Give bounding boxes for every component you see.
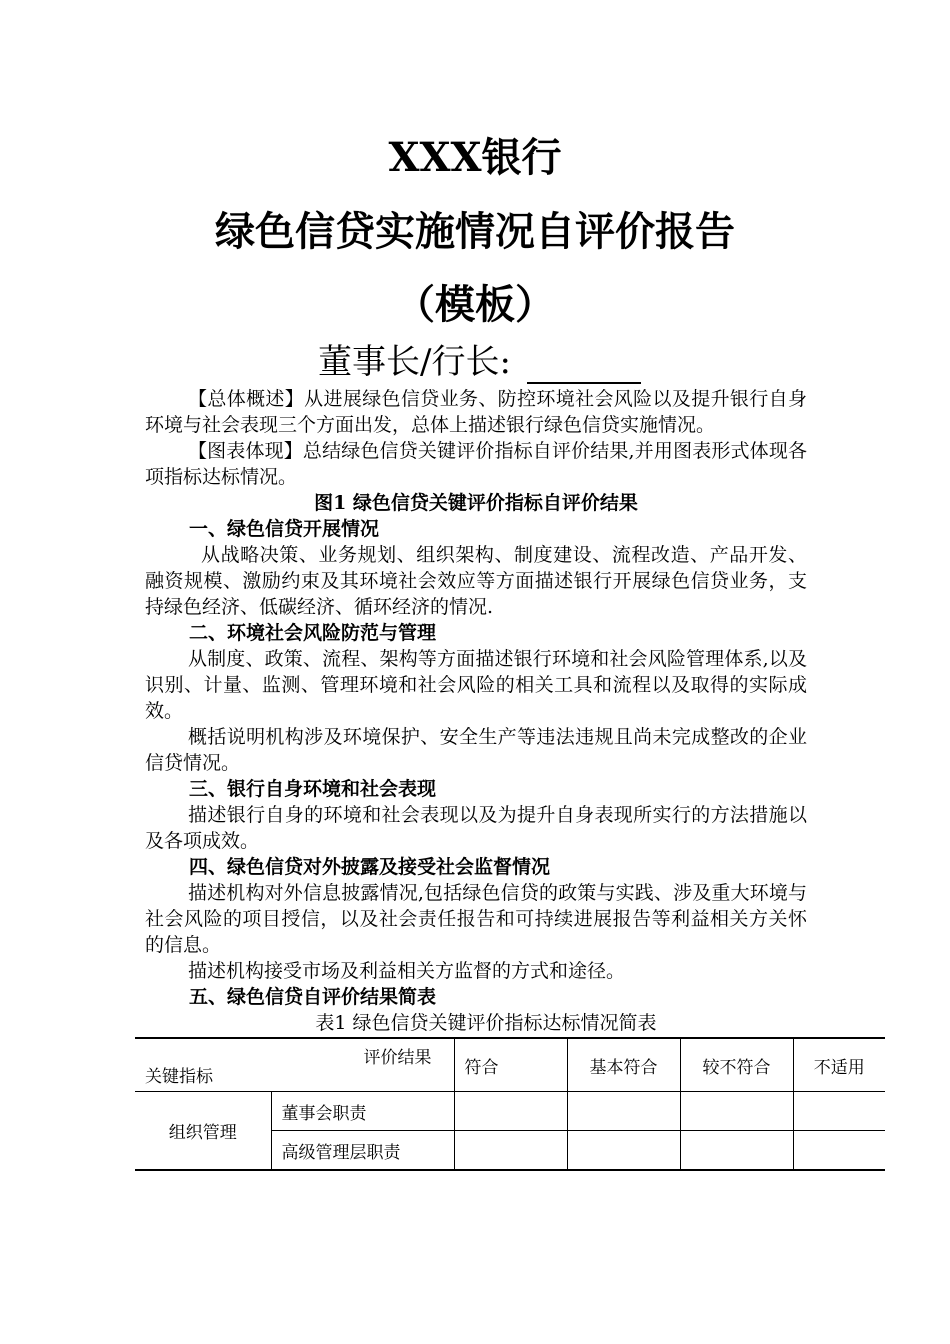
section-paragraph: 描述机构接受市场及利益相关方监督的方式和途径。 — [188, 960, 626, 982]
section-heading: 四、绿色信贷对外披露及接受社会监督情况 — [189, 856, 551, 878]
section-paragraph: 从制度、政策、流程、架构等方面描述银行环境和社会风险管理体系,以及识别、计量、监测、管理环境和社会风险的相关工具和流程以及取得的实际成效。 — [145, 648, 807, 722]
section-heading: 一、绿色信贷开展情况 — [189, 518, 380, 540]
section-paragraph: 描述银行自身的环境和社会表现以及为提升自身表现所实行的方法措施以及各项成效。 — [145, 804, 807, 852]
section-heading: 三、银行自身环境和社会表现 — [189, 778, 437, 800]
group-cell: 组织管理 — [135, 1092, 271, 1171]
empty-cell — [567, 1092, 680, 1131]
empty-cell — [680, 1131, 793, 1171]
template-label: （模板） — [395, 281, 555, 328]
header-indicator-label: 关键指标 — [145, 1067, 213, 1087]
empty-cell — [454, 1092, 567, 1131]
report-title: 绿色信贷实施情况自评价报告 — [215, 208, 735, 255]
section-heading: 五、绿色信贷自评价结果简表 — [189, 986, 437, 1008]
section-paragraph: 描述机构对外信息披露情况,包括绿色信贷的政策与实践、涉及重大环境与社会风险的项目授信，以及社会责任报告和可持续进展报告等利益相关方关怀的信息。 — [145, 882, 807, 956]
empty-cell — [793, 1092, 885, 1131]
bank-name-title: XXX银行 — [388, 134, 562, 181]
indicator-cell: 高级管理层职责 — [271, 1131, 454, 1171]
table-caption: 表1 绿色信贷关键评价指标达标情况简表 — [315, 1012, 657, 1034]
empty-cell — [680, 1092, 793, 1131]
chart-paragraph: 【图表体现】总结绿色信贷关键评价指标自评价结果,并用图表形式体现各项指标达标情况。 — [145, 440, 807, 488]
report-body — [145, 386, 807, 1036]
chairman-label: 董事长/行长: — [318, 342, 511, 382]
figure-caption: 图1 绿色信贷关键评价指标自评价结果 — [314, 492, 638, 514]
empty-cell — [567, 1131, 680, 1171]
empty-cell — [793, 1131, 885, 1171]
indicator-table — [135, 1037, 885, 1171]
header-eval-label: 评价结果 — [363, 1048, 432, 1068]
empty-cell — [454, 1131, 567, 1171]
column-header: 基本符合 — [567, 1038, 680, 1092]
signature-blank — [527, 346, 641, 384]
column-header: 较不符合 — [680, 1038, 793, 1092]
indicator-cell: 董事会职责 — [271, 1092, 454, 1131]
section-paragraph: 概括说明机构涉及环境保护、安全生产等违法违规且尚未完成整改的企业信贷情况。 — [145, 726, 807, 774]
section-heading: 二、环境社会风险防范与管理 — [189, 622, 437, 644]
header-corner-cell — [135, 1038, 454, 1092]
chairman-signature-line — [318, 340, 641, 384]
overview-paragraph: 【总体概述】从进展绿色信贷业务、防控环境社会风险以及提升银行自身环境与社会表现三个方面出发，总体上描述银行绿色信贷实施情况。 — [145, 388, 807, 436]
column-header: 符合 — [454, 1038, 567, 1092]
table-row — [135, 1092, 885, 1131]
column-header: 不适用 — [793, 1038, 885, 1092]
table-header-row — [135, 1038, 885, 1092]
section-paragraph: 从战略决策、业务规划、组织架构、制度建设、流程改造、产品开发、融资规模、激励约束及其环境社会效应等方面描述银行开展绿色信贷业务，支持绿色经济、低碳经济、循环经济的情况. — [145, 544, 807, 618]
